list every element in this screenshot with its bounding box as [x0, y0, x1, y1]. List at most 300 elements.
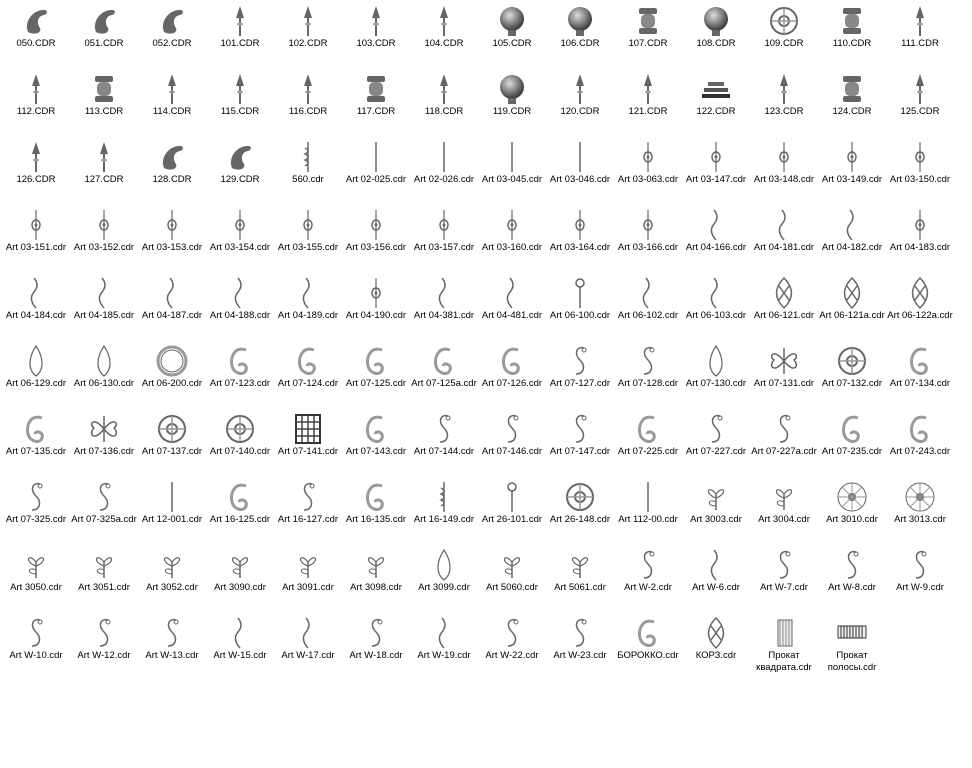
- s-scroll-icon: [494, 412, 530, 446]
- leaf-outline-icon: [698, 344, 734, 378]
- s-scroll-icon: [86, 616, 122, 650]
- knot-bar-icon: [154, 208, 190, 242]
- file-name-label: Art W-23.cdr: [553, 650, 607, 661]
- file-item[interactable]: [614, 612, 682, 680]
- spear-tip-icon: [86, 140, 122, 174]
- curl-leaf-ornament-icon: [154, 4, 190, 38]
- file-item[interactable]: [682, 136, 750, 204]
- file-name-label: Art 04-184.cdr: [5, 310, 67, 321]
- file-item[interactable]: [478, 272, 546, 340]
- file-item[interactable]: [682, 340, 750, 408]
- file-name-label: Art 07-132.cdr: [821, 378, 883, 389]
- wavy-bar-icon: [222, 276, 258, 310]
- c-scroll-icon: [902, 412, 938, 446]
- file-item[interactable]: [886, 408, 954, 476]
- file-item[interactable]: [342, 136, 410, 204]
- file-item[interactable]: [750, 136, 818, 204]
- curl-leaf-ornament-icon: [222, 140, 258, 174]
- file-item[interactable]: [342, 272, 410, 340]
- file-item[interactable]: [886, 136, 954, 204]
- file-name-label: Art 04-381.cdr: [413, 310, 475, 321]
- file-item[interactable]: [478, 612, 546, 680]
- file-name-label: Art 112-00.cdr: [618, 514, 678, 525]
- file-item[interactable]: [206, 408, 274, 476]
- file-item[interactable]: [750, 68, 818, 136]
- file-name-label: Art 07-126.cdr: [481, 378, 543, 389]
- file-item[interactable]: [478, 544, 546, 612]
- wavy-bar-icon: [154, 276, 190, 310]
- file-item[interactable]: [138, 136, 206, 204]
- file-item[interactable]: [2, 136, 70, 204]
- file-item[interactable]: [818, 272, 886, 340]
- file-item[interactable]: [818, 68, 886, 136]
- file-item[interactable]: [2, 408, 70, 476]
- file-item[interactable]: [274, 612, 342, 680]
- knot-bar-icon: [86, 208, 122, 242]
- file-name-label: Art 03-154.cdr: [209, 242, 271, 253]
- s-scroll-icon: [562, 412, 598, 446]
- c-scroll-icon: [834, 412, 870, 446]
- knot-bar-icon: [766, 140, 802, 174]
- file-item[interactable]: [818, 340, 886, 408]
- file-name-label: 111.CDR: [901, 38, 939, 49]
- curl-leaf-ornament-icon: [86, 4, 122, 38]
- file-item[interactable]: [682, 408, 750, 476]
- file-item[interactable]: [614, 68, 682, 136]
- file-item[interactable]: [410, 68, 478, 136]
- file-item[interactable]: [138, 340, 206, 408]
- file-item[interactable]: [886, 204, 954, 272]
- file-name-label: Art 03-063.cdr: [617, 174, 679, 185]
- lattice-panel-icon: [290, 412, 326, 446]
- file-item[interactable]: [750, 340, 818, 408]
- file-item[interactable]: [138, 476, 206, 544]
- file-name-label: Art 07-144.cdr: [413, 446, 475, 457]
- knot-bar-icon: [630, 140, 666, 174]
- s-scroll-icon: [834, 548, 870, 582]
- file-item[interactable]: [886, 544, 954, 612]
- file-name-label: 121.CDR: [628, 106, 668, 117]
- file-item[interactable]: [478, 476, 546, 544]
- file-item[interactable]: [70, 544, 138, 612]
- knot-bar-icon: [222, 208, 258, 242]
- s-scroll-icon: [562, 344, 598, 378]
- file-name-label: Art 03-152.cdr: [73, 242, 135, 253]
- file-name-label: Art W-7.cdr: [760, 582, 808, 593]
- file-name-label: Art 07-325.cdr: [5, 514, 67, 525]
- file-name-label: 109.CDR: [764, 38, 804, 49]
- file-item[interactable]: [614, 204, 682, 272]
- file-name-label: Art 07-137.cdr: [141, 446, 203, 457]
- file-name-label: Art 03-148.cdr: [753, 174, 815, 185]
- file-name-label: Art 06-129.cdr: [5, 378, 67, 389]
- file-name-label: Art 03-156.cdr: [345, 242, 407, 253]
- file-item[interactable]: [274, 272, 342, 340]
- file-item[interactable]: [274, 136, 342, 204]
- file-item[interactable]: [206, 0, 274, 68]
- file-item[interactable]: [70, 136, 138, 204]
- file-name-label: 128.CDR: [152, 174, 192, 185]
- file-item[interactable]: [342, 204, 410, 272]
- curl-leaf-ornament-icon: [18, 4, 54, 38]
- file-item[interactable]: [342, 612, 410, 680]
- file-item[interactable]: [682, 68, 750, 136]
- c-scroll-icon: [426, 344, 462, 378]
- file-item[interactable]: [818, 612, 886, 680]
- file-name-label: Art 07-140.cdr: [209, 446, 271, 457]
- file-item[interactable]: [206, 476, 274, 544]
- file-name-label: Art 04-188.cdr: [209, 310, 271, 321]
- file-item[interactable]: [410, 340, 478, 408]
- file-item[interactable]: [546, 68, 614, 136]
- file-item[interactable]: [342, 0, 410, 68]
- file-item[interactable]: [546, 340, 614, 408]
- s-scroll-icon: [766, 548, 802, 582]
- file-name-label: Art 07-146.cdr: [481, 446, 543, 457]
- file-name-label: Art 07-141.cdr: [277, 446, 339, 457]
- straight-bar-icon: [630, 480, 666, 514]
- file-item[interactable]: [206, 136, 274, 204]
- file-item[interactable]: [886, 68, 954, 136]
- file-item[interactable]: [274, 476, 342, 544]
- knot-bar-icon: [902, 140, 938, 174]
- file-name-label: 124.CDR: [832, 106, 872, 117]
- wavy-bar-icon: [630, 276, 666, 310]
- wavy-bar-icon: [426, 276, 462, 310]
- file-item[interactable]: [750, 544, 818, 612]
- file-item[interactable]: [546, 612, 614, 680]
- knot-bar-icon: [290, 208, 326, 242]
- file-item[interactable]: [70, 476, 138, 544]
- file-name-label: 102.CDR: [288, 38, 328, 49]
- twisted-bar-icon: [426, 480, 462, 514]
- file-name-label: Art W-6.cdr: [692, 582, 740, 593]
- file-item[interactable]: [2, 68, 70, 136]
- ball-finial-icon: [698, 4, 734, 38]
- file-item[interactable]: [614, 340, 682, 408]
- file-name-label: Art 06-121a.cdr: [819, 310, 885, 321]
- file-name-label: Art W-9.cdr: [896, 582, 944, 593]
- square-bar-stock-icon: [766, 616, 802, 650]
- file-name-label: Art 5061.cdr: [554, 582, 606, 593]
- wavy-bar-icon: [86, 276, 122, 310]
- file-item[interactable]: [274, 408, 342, 476]
- c-scroll-icon: [630, 412, 666, 446]
- c-scroll-icon: [222, 344, 258, 378]
- file-item[interactable]: [70, 340, 138, 408]
- file-item[interactable]: [546, 0, 614, 68]
- file-item[interactable]: [478, 408, 546, 476]
- file-name-label: Art 3052.cdr: [146, 582, 198, 593]
- file-item[interactable]: [2, 204, 70, 272]
- scroll-bar-icon: [494, 480, 530, 514]
- file-item[interactable]: [138, 612, 206, 680]
- file-item[interactable]: [2, 476, 70, 544]
- file-name-label: Art W-22.cdr: [485, 650, 539, 661]
- s-scroll-icon: [154, 616, 190, 650]
- file-item[interactable]: [342, 476, 410, 544]
- c-scroll-icon: [358, 412, 394, 446]
- file-item[interactable]: [818, 544, 886, 612]
- spear-tip-icon: [222, 4, 258, 38]
- file-name-label: 110.CDR: [832, 38, 872, 49]
- file-item[interactable]: [614, 408, 682, 476]
- file-name-label: Прокат полосы.cdr: [827, 650, 877, 673]
- s-scroll-icon: [426, 412, 462, 446]
- file-item[interactable]: [750, 612, 818, 680]
- file-name-label: 108.CDR: [696, 38, 736, 49]
- leaf-cluster-icon: [358, 548, 394, 582]
- file-item[interactable]: [342, 408, 410, 476]
- file-item[interactable]: [886, 0, 954, 68]
- file-item[interactable]: [138, 68, 206, 136]
- file-name-label: Art 04-481.cdr: [481, 310, 543, 321]
- file-name-label: Art 12-001.cdr: [141, 514, 203, 525]
- file-item[interactable]: [478, 204, 546, 272]
- file-item[interactable]: [410, 544, 478, 612]
- file-item[interactable]: [818, 476, 886, 544]
- wavy-bar-icon: [834, 208, 870, 242]
- leaf-cluster-icon: [86, 548, 122, 582]
- file-name-label: Art 03-153.cdr: [141, 242, 203, 253]
- file-item[interactable]: [410, 476, 478, 544]
- file-item[interactable]: [410, 408, 478, 476]
- file-item[interactable]: [750, 408, 818, 476]
- file-item[interactable]: [818, 408, 886, 476]
- file-name-label: Art 04-166.cdr: [685, 242, 747, 253]
- file-item[interactable]: [682, 476, 750, 544]
- file-item[interactable]: [478, 340, 546, 408]
- file-item[interactable]: [546, 272, 614, 340]
- s-scroll-icon: [562, 616, 598, 650]
- file-name-label: 051.CDR: [84, 38, 124, 49]
- file-name-label: Art 5060.cdr: [486, 582, 538, 593]
- leaf-outline-icon: [18, 344, 54, 378]
- file-name-label: 114.CDR: [152, 106, 192, 117]
- file-item[interactable]: [274, 204, 342, 272]
- file-item[interactable]: [206, 204, 274, 272]
- c-scroll-icon: [222, 480, 258, 514]
- file-item[interactable]: [818, 136, 886, 204]
- file-item[interactable]: [206, 612, 274, 680]
- file-item[interactable]: [750, 272, 818, 340]
- file-item[interactable]: [750, 476, 818, 544]
- file-item[interactable]: [342, 544, 410, 612]
- knot-bar-icon: [902, 208, 938, 242]
- leaf-cluster-icon: [562, 548, 598, 582]
- butterfly-scroll-icon: [86, 412, 122, 446]
- file-item[interactable]: [478, 68, 546, 136]
- leaf-cluster-icon: [290, 548, 326, 582]
- file-item[interactable]: [70, 204, 138, 272]
- wavy-bar-icon: [18, 276, 54, 310]
- file-name-label: Art 06-122a.cdr: [887, 310, 953, 321]
- file-item[interactable]: [138, 408, 206, 476]
- file-name-label: Art 06-200.cdr: [141, 378, 203, 389]
- file-item[interactable]: [70, 68, 138, 136]
- file-item[interactable]: [70, 272, 138, 340]
- file-item[interactable]: [70, 408, 138, 476]
- file-item[interactable]: [138, 544, 206, 612]
- file-item[interactable]: [546, 476, 614, 544]
- knot-bar-icon: [698, 140, 734, 174]
- file-name-label: Art 06-100.cdr: [549, 310, 611, 321]
- c-scroll-icon: [358, 344, 394, 378]
- file-item[interactable]: [546, 136, 614, 204]
- file-item[interactable]: [886, 340, 954, 408]
- straight-bar-icon: [154, 480, 190, 514]
- file-item[interactable]: [410, 612, 478, 680]
- file-item[interactable]: [682, 272, 750, 340]
- file-name-label: Art 07-128.cdr: [617, 378, 679, 389]
- file-item[interactable]: [2, 544, 70, 612]
- file-item[interactable]: [750, 204, 818, 272]
- file-name-label: Art 07-135.cdr: [5, 446, 67, 457]
- file-item[interactable]: [750, 0, 818, 68]
- file-item[interactable]: [546, 544, 614, 612]
- file-item[interactable]: [274, 340, 342, 408]
- file-name-label: Art 07-123.cdr: [209, 378, 271, 389]
- file-item[interactable]: [614, 136, 682, 204]
- spear-tip-icon: [222, 72, 258, 106]
- file-item[interactable]: [546, 408, 614, 476]
- file-name-label: Art 04-183.cdr: [889, 242, 951, 253]
- knot-bar-icon: [834, 140, 870, 174]
- leaf-cluster-icon: [698, 480, 734, 514]
- file-name-label: Art 07-134.cdr: [889, 378, 951, 389]
- flower-icon: [902, 480, 938, 514]
- file-name-label: 116.CDR: [288, 106, 328, 117]
- file-name-label: Art 3098.cdr: [350, 582, 402, 593]
- file-item[interactable]: [206, 544, 274, 612]
- file-name-label: Art 07-325a.cdr: [71, 514, 137, 525]
- curl-leaf-ornament-icon: [154, 140, 190, 174]
- s-scroll-icon: [630, 548, 666, 582]
- leaf-outline-icon: [86, 344, 122, 378]
- file-name-label: 104.CDR: [424, 38, 464, 49]
- file-name-label: 126.CDR: [16, 174, 56, 185]
- leaf-cluster-icon: [494, 548, 530, 582]
- file-name-label: Art 03-160.cdr: [481, 242, 543, 253]
- file-name-label: Art W-12.cdr: [77, 650, 131, 661]
- file-item[interactable]: [818, 204, 886, 272]
- basket-twist-icon: [902, 276, 938, 310]
- file-item[interactable]: [342, 340, 410, 408]
- file-item[interactable]: [682, 0, 750, 68]
- knot-bar-icon: [358, 208, 394, 242]
- leaf-cluster-icon: [154, 548, 190, 582]
- file-name-label: Art 16-149.cdr: [413, 514, 475, 525]
- s-scroll-icon: [86, 480, 122, 514]
- file-item[interactable]: [478, 136, 546, 204]
- file-name-label: 106.CDR: [560, 38, 600, 49]
- file-item[interactable]: [206, 340, 274, 408]
- file-item[interactable]: [410, 0, 478, 68]
- file-item[interactable]: [546, 204, 614, 272]
- rosette-panel-icon: [834, 344, 870, 378]
- file-name-label: Art W-10.cdr: [9, 650, 63, 661]
- file-name-label: 101.CDR: [220, 38, 260, 49]
- file-name-label: Art 3003.cdr: [690, 514, 742, 525]
- file-item[interactable]: [818, 0, 886, 68]
- file-item[interactable]: [410, 204, 478, 272]
- file-item[interactable]: [342, 68, 410, 136]
- file-name-label: Art 07-225.cdr: [617, 446, 679, 457]
- file-item[interactable]: [70, 0, 138, 68]
- file-item[interactable]: [614, 0, 682, 68]
- file-item[interactable]: [2, 612, 70, 680]
- knot-bar-icon: [630, 208, 666, 242]
- file-item[interactable]: [614, 476, 682, 544]
- rosette-panel-icon: [766, 4, 802, 38]
- file-name-label: Art 07-124.cdr: [277, 378, 339, 389]
- ball-finial-icon: [562, 4, 598, 38]
- file-item[interactable]: [206, 68, 274, 136]
- ball-finial-icon: [494, 72, 530, 106]
- file-item[interactable]: [886, 272, 954, 340]
- file-item[interactable]: [70, 612, 138, 680]
- file-item[interactable]: [2, 0, 70, 68]
- c-scroll-icon: [494, 344, 530, 378]
- wavy-bar-icon: [222, 616, 258, 650]
- file-item[interactable]: [410, 272, 478, 340]
- file-item[interactable]: [682, 544, 750, 612]
- spear-tip-icon: [358, 4, 394, 38]
- scroll-bar-icon: [562, 276, 598, 310]
- file-name-label: Art 04-182.cdr: [821, 242, 883, 253]
- file-item[interactable]: [2, 340, 70, 408]
- file-name-label: Art W-19.cdr: [417, 650, 471, 661]
- file-item[interactable]: [682, 204, 750, 272]
- file-item[interactable]: [138, 0, 206, 68]
- file-item[interactable]: [614, 272, 682, 340]
- wavy-bar-icon: [698, 548, 734, 582]
- file-item[interactable]: [2, 272, 70, 340]
- file-item[interactable]: [274, 0, 342, 68]
- file-name-label: Art 04-181.cdr: [753, 242, 815, 253]
- file-name-label: Art 07-131.cdr: [753, 378, 815, 389]
- file-item[interactable]: [478, 0, 546, 68]
- file-item[interactable]: [138, 204, 206, 272]
- spear-tip-icon: [426, 4, 462, 38]
- file-item[interactable]: [274, 544, 342, 612]
- file-name-label: Art 03-164.cdr: [549, 242, 611, 253]
- file-item[interactable]: [410, 136, 478, 204]
- file-item[interactable]: [886, 476, 954, 544]
- file-name-label: Art 07-127.cdr: [549, 378, 611, 389]
- file-name-label: Art 3099.cdr: [418, 582, 470, 593]
- file-name-label: Art 04-189.cdr: [277, 310, 339, 321]
- spear-tip-icon: [290, 72, 326, 106]
- wavy-bar-icon: [290, 616, 326, 650]
- file-item[interactable]: [274, 68, 342, 136]
- knot-bar-icon: [358, 276, 394, 310]
- file-name-label: 107.CDR: [628, 38, 668, 49]
- spear-tip-icon: [562, 72, 598, 106]
- file-name-label: Art 07-125a.cdr: [411, 378, 477, 389]
- file-item[interactable]: [682, 612, 750, 680]
- file-item[interactable]: [614, 544, 682, 612]
- collar-icon: [834, 4, 870, 38]
- file-name-label: 560.cdr: [292, 174, 324, 185]
- file-item[interactable]: [206, 272, 274, 340]
- file-name-label: 129.CDR: [220, 174, 260, 185]
- s-scroll-icon: [698, 412, 734, 446]
- file-item[interactable]: [138, 272, 206, 340]
- file-name-label: 052.CDR: [152, 38, 192, 49]
- spear-tip-icon: [154, 72, 190, 106]
- straight-bar-icon: [358, 140, 394, 174]
